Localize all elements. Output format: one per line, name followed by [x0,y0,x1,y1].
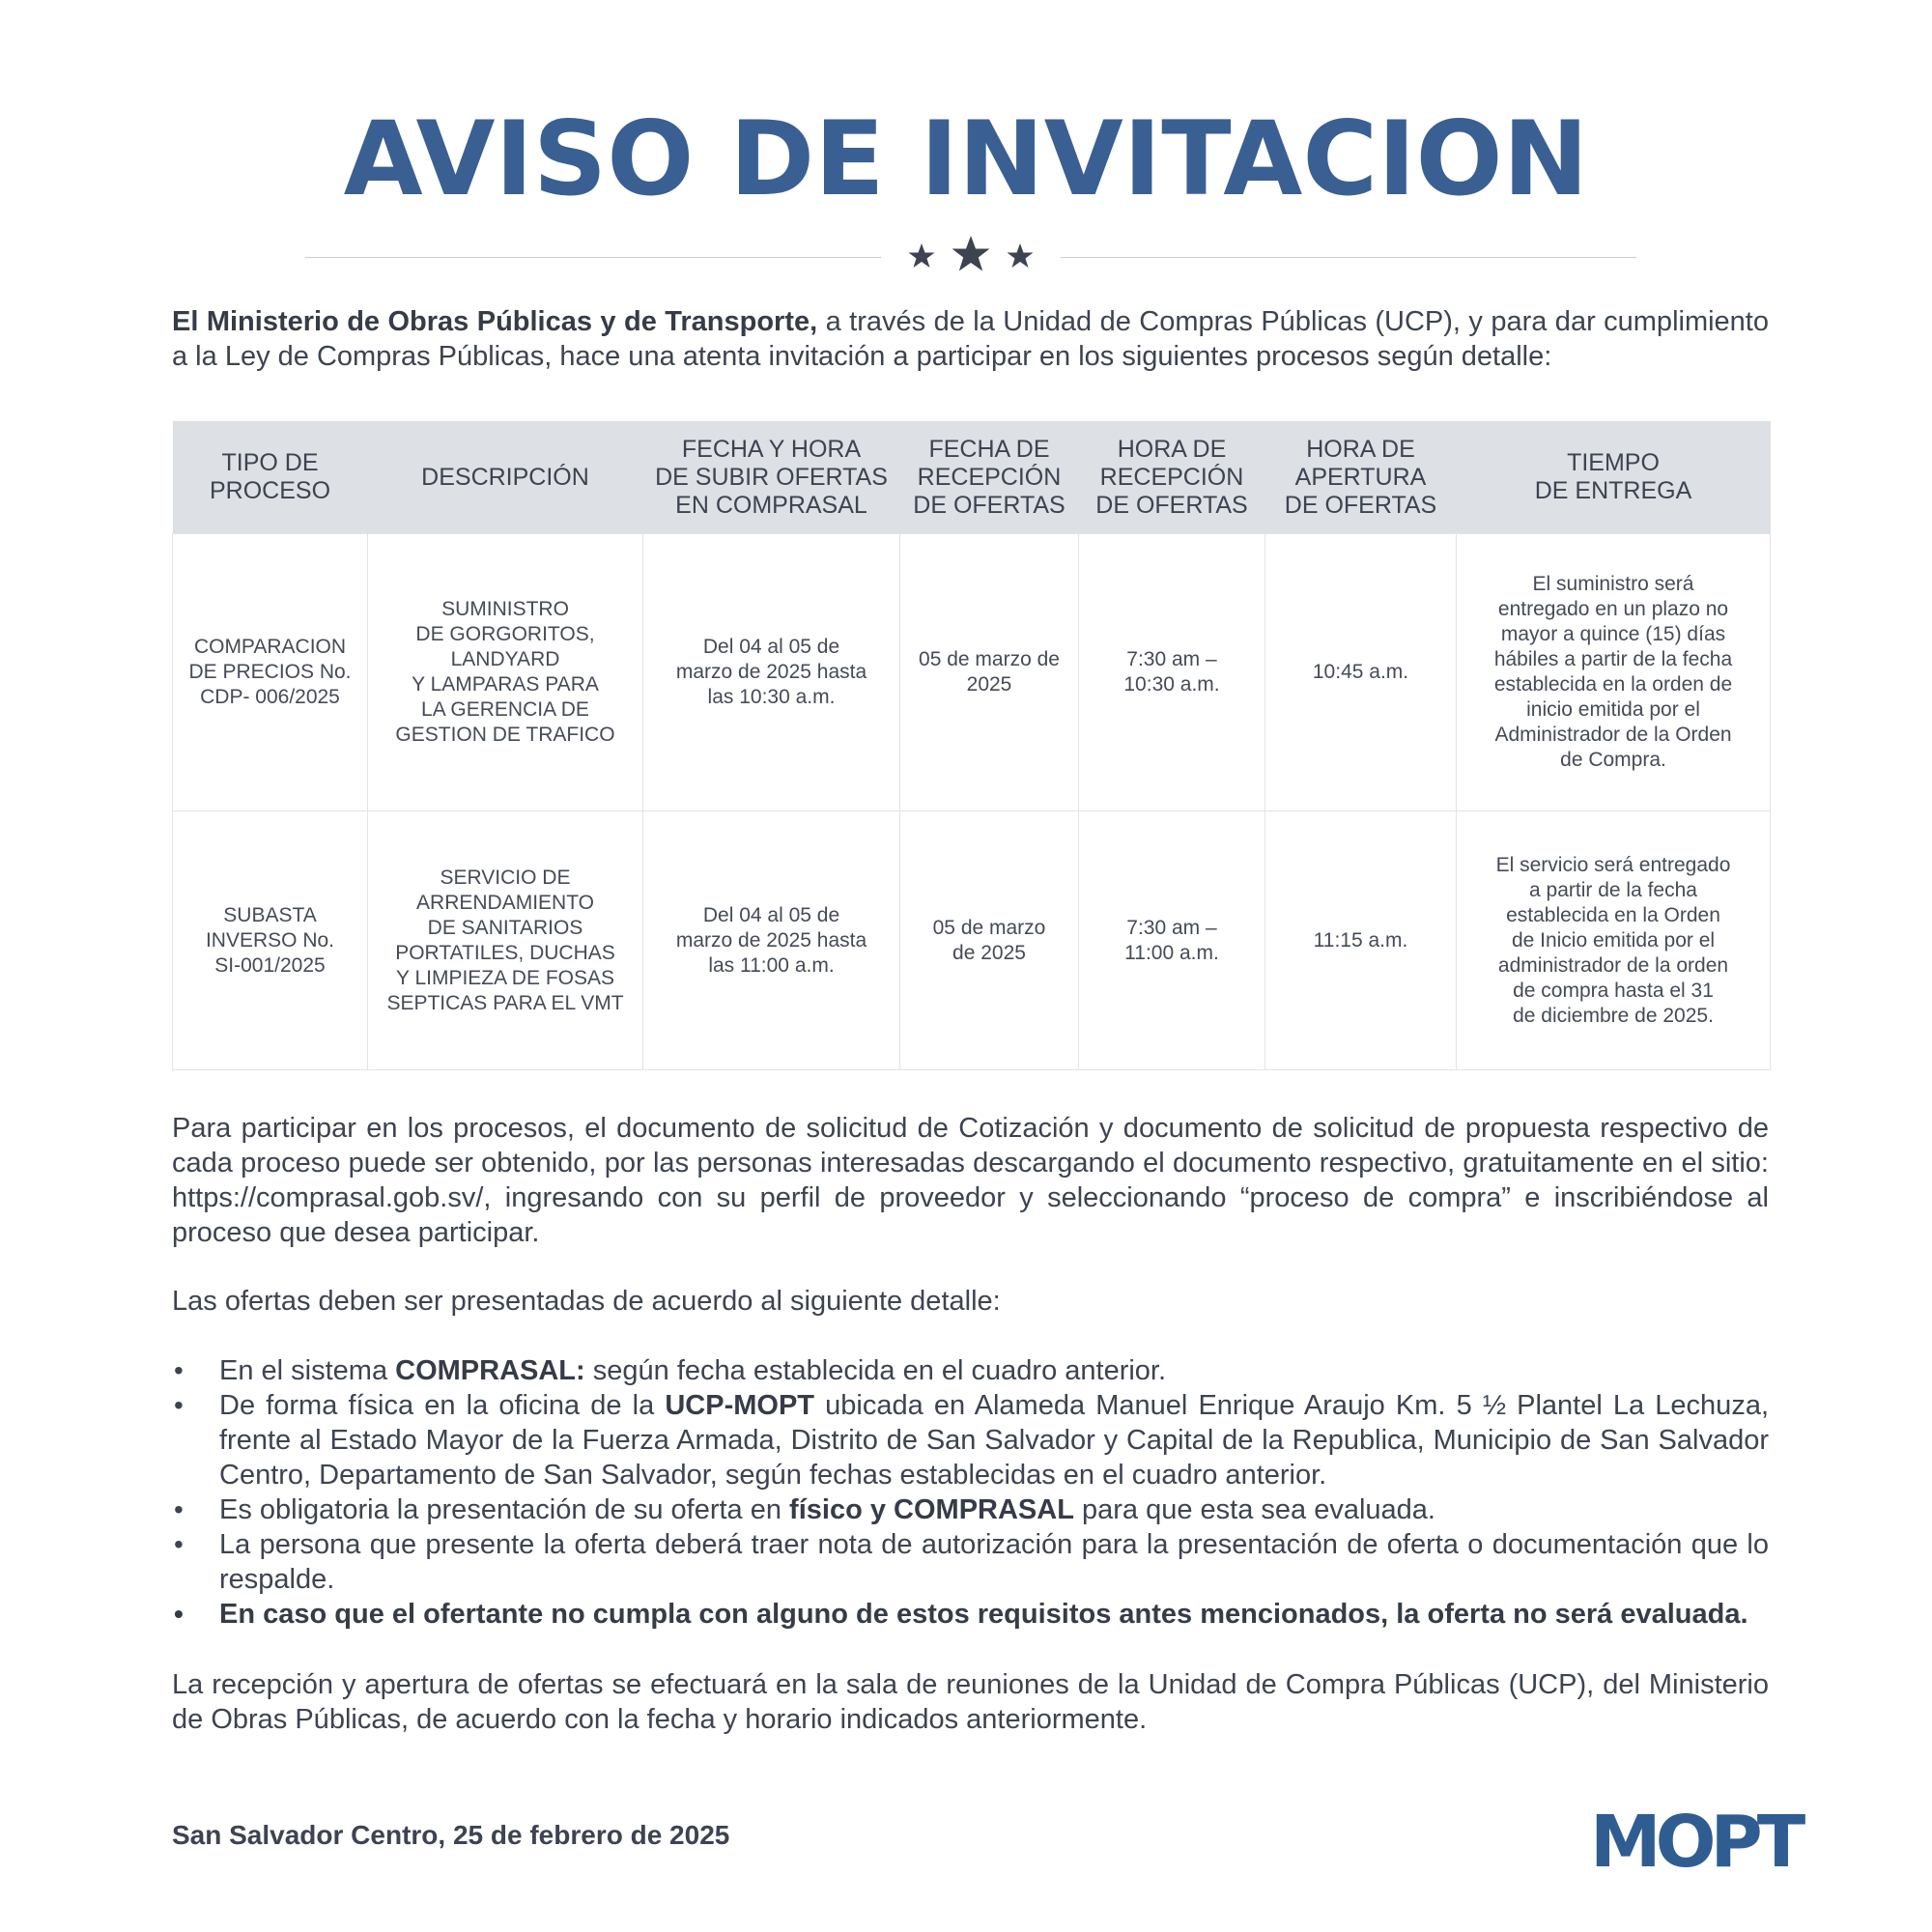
process-table [172,421,1771,1070]
cell-fecha-subir-ofertas: Del 04 al 05 de marzo de 2025 hasta las 11:00 a.m. [643,811,900,1070]
cell-descripcion: SUMINISTRO DE GORGORITOS, LANDYARD Y LAMPARAS PARA LA GERENCIA DE GESTION DE TRAFICO [368,534,643,811]
ministry-name: El Ministerio de Obras Públicas y de Transporte, [172,306,818,337]
list-item [172,1353,1769,1388]
footer-date: San Salvador Centro, 25 de febrero de 2025 [172,1820,730,1850]
cell-tiempo-entrega: El servicio será entregado a partir de la fecha establecida en la Orden de Inicio emitida por el administrador de la orden de compra hasta el 31 de diciembre de 2025. [1457,811,1771,1070]
title-divider [305,232,1636,284]
header-fecha-subir-ofertas: FECHA Y HORA DE SUBIR OFERTAS EN COMPRASAL [643,421,900,534]
bullet-text: según fecha establecida en el cuadro anterior. [584,1355,1167,1386]
header-descripcion: DESCRIPCIÓN [368,421,643,534]
divider-line-left [305,257,881,258]
cell-hora-recepcion: 7:30 am – 11:00 a.m. [1079,811,1265,1070]
cell-tipo-proceso: COMPARACION DE PRECIOS No. CDP- 006/2025 [173,534,368,811]
header-tiempo-entrega: TIEMPO DE ENTREGA [1457,421,1771,534]
participation-paragraph: Para participar en los procesos, el documento de solicitud de Cotización y documento de solicitud de propuesta respectivo de cada proceso puede ser obtenido, por las personas interesadas descargando el documento respectivo, gratuitamente en el sitio: https://comprasal.gob.sv/, ingresando con su perfil de proveedor y seleccionando “proceso de compra” e inscribiéndose al proceso que desea participar. [172,1113,1769,1248]
header-hora-apertura: HORA DE APERTURA DE OFERTAS [1265,421,1457,534]
cell-fecha-recepcion: 05 de marzo de 2025 [900,534,1079,811]
header-hora-recepcion: HORA DE RECEPCIÓN DE OFERTAS [1079,421,1265,534]
header-tipo-proceso: TIPO DE PROCESO [173,421,368,534]
cell-tiempo-entrega: El suministro será entregado en un plazo no mayor a quince (15) días hábiles a partir de la fecha establecida en la orden de inicio emitida por el Administrador de la Orden de Compra. [1457,534,1771,811]
bullet-text: En el sistema [219,1355,396,1386]
cell-descripcion: SERVICIO DE ARRENDAMIENTO DE SANITARIOS PORTATILES, DUCHAS Y LIMPIEZA DE FOSAS SEPTICAS PARA EL VMT [368,811,643,1070]
stars-icon [898,232,1043,284]
bullet-text: Es obligatoria la presentación de su oferta en [219,1494,790,1525]
table-row [173,534,1771,811]
bullet-bold: COMPRASAL: [395,1355,585,1386]
mopt-logo: MOPT [1590,1801,1801,1884]
list-item: • La persona que presente la oferta deberá traer nota de autorización para la presentación de oferta o documentación que lo respalde. [172,1527,1769,1597]
divider-line-right [1061,257,1636,258]
bullet-bold: físico y COMPRASAL [789,1494,1074,1525]
cell-tipo-proceso: SUBASTA INVERSO No. SI-001/2025 [173,811,368,1070]
table-row [173,811,1771,1070]
intro-paragraph [172,304,1769,374]
cell-hora-recepcion: 7:30 am – 10:30 a.m. [1079,534,1265,811]
cell-fecha-subir-ofertas: Del 04 al 05 de marzo de 2025 hasta las 10:30 a.m. [643,534,900,811]
list-item-warning: • En caso que el ofertante no cumpla con alguno de estos requisitos antes mencionados, la oferta no será evaluada. [172,1597,1769,1632]
offer-requirements-list [172,1353,1769,1632]
bullet-bold: UCP-MOPT [665,1390,815,1421]
page-title: AVISO DE INVITACION [343,99,1589,218]
bullet-text: ubicada en Alameda Manuel Enrique Araujo Km. 5 ½ Plantel La Lechuza, frente al Estado Mayor de la Fuerza Armada, Distrito de San Salvador y Capital de la Republica, Municipio de San Salvador Centro, Departamento de San Salvador, según fechas establecidas en el cuadro anterior. [219,1390,1769,1491]
offers-intro-paragraph: Las ofertas deben ser presentadas de acuerdo al siguiente detalle: [172,1286,1001,1317]
cell-hora-apertura: 11:15 a.m. [1265,811,1457,1070]
list-item [172,1388,1769,1492]
cell-fecha-recepcion: 05 de marzo de 2025 [900,811,1079,1070]
intro-text: a través de la Unidad de Compras Públicas (UCP), y para dar cumplimiento a la Ley de Compras Públicas, hace una atenta invitación a participar en los siguientes procesos según detalle: [172,306,1769,372]
reception-paragraph: La recepción y apertura de ofertas se efectuará en la sala de reuniones de la Unidad de Compra Públicas (UCP), del Ministerio de Obras Públicas, de acuerdo con la fecha y horario indicados anteriormente. [172,1669,1769,1735]
header-fecha-recepcion: FECHA DE RECEPCIÓN DE OFERTAS [900,421,1079,534]
cell-hora-apertura: 10:45 a.m. [1265,534,1457,811]
list-item [172,1492,1769,1527]
bullet-text: para que esta sea evaluada. [1073,1494,1435,1525]
table-header-row [173,421,1771,534]
bullet-text: De forma física en la oficina de la [219,1390,666,1421]
